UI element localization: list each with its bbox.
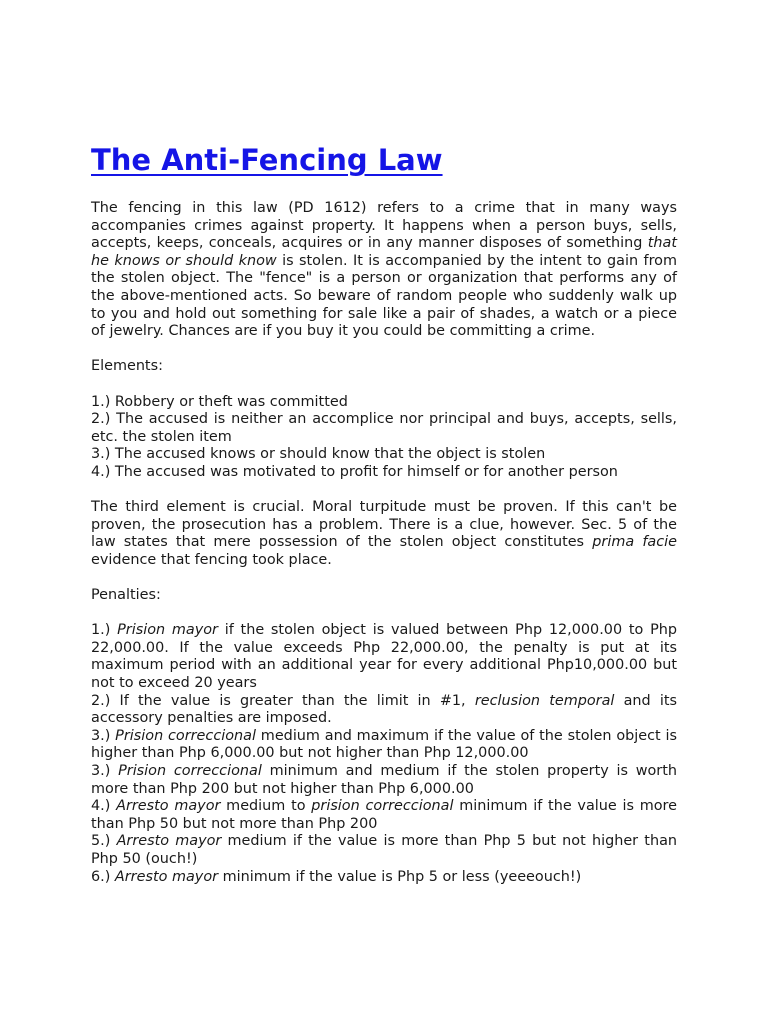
elements-list (91, 394, 677, 482)
penalty-number: 2.) If the value is greater than the limit in #1, (91, 692, 475, 709)
element-item-4: 4.) The accused was motivated to profit for himself or for another person (91, 463, 618, 480)
penalty-term: Arresto mayor (116, 833, 222, 850)
penalty-number: 5.) (91, 833, 117, 850)
spacer (91, 482, 677, 500)
penalty-term: Prision mayor (117, 622, 218, 639)
penalty-term: Prision correccional (115, 727, 256, 744)
penalty-term-2: prision correccional (311, 798, 454, 815)
penalty-item-3 (91, 728, 677, 763)
penalty-item-4 (91, 763, 677, 798)
elements-heading: Elements: (91, 358, 163, 375)
penalty-term: reclusion temporal (474, 692, 615, 709)
penalty-term: Prision correccional (118, 763, 262, 779)
penalty-text: and its accessory penalties are imposed. (91, 692, 677, 727)
penalty-number: 3.) (91, 727, 116, 744)
spacer (91, 605, 677, 623)
element-item-3: 3.) The accused knows or should know that the object is stolen (91, 446, 546, 463)
element-item-1: 1.) Robbery or theft was committed (91, 393, 348, 410)
penalties-list (91, 622, 677, 886)
intro-paragraph (91, 200, 677, 341)
page-title-link[interactable]: The Anti-Fencing Law (91, 143, 443, 177)
penalty-text: medium if the value is more than Php 5 but not higher than Php 50 (ouch!) (91, 833, 678, 867)
third-text-1: The third element is crucial. Moral turpitude must be proven. If this can't be proven, the prosecution has a problem. There is a clue, however. Sec. 5 of the law states that mere possession of the stolen object constitutes (91, 499, 677, 551)
spacer (91, 569, 677, 587)
penalty-item-6 (91, 833, 677, 868)
penalty-term: Arresto mayor (114, 868, 219, 885)
penalty-item-7 (91, 869, 677, 887)
penalty-number: 1.) (91, 622, 118, 639)
penalty-number: 6.) (91, 868, 115, 885)
spacer (91, 341, 677, 359)
penalty-text: minimum and medium if the stolen property is worth more than Php 200 but not higher than Php 6,000.00 (91, 763, 677, 797)
intro-emphasis: that he knows or should know (91, 235, 677, 269)
penalty-item-5 (91, 798, 677, 833)
penalty-text: medium to (220, 798, 312, 815)
intro-text-1: The fencing in this law (PD 1612) refers to a crime that in many ways accompanies crimes against property. It happens when a person buys, sells, accepts, keeps, conceals, acquires or in any manner disposes of something (91, 200, 677, 252)
third-text-2: evidence that fencing took place. (91, 551, 332, 568)
penalty-text: minimum if the value is Php 5 or less (yeeeouch!) (218, 868, 582, 885)
penalties-heading: Penalties: (91, 587, 161, 604)
spacer (91, 376, 677, 394)
penalty-item-1 (91, 622, 677, 692)
penalty-text: if the stolen object is valued between Php 12,000.00 to Php 22,000.00. If the value exceeds Php 22,000.00, the penalty is put at its maximum period with an additional year for every additional Php10,000.00 but not to exceed 20 years (91, 622, 677, 692)
element-item-2: 2.) The accused is neither an accomplice nor principal and buys, accepts, sells, etc. the stolen item (91, 411, 677, 445)
intro-text-2: is stolen. It is accompanied by the intent to gain from the stolen object. The "fence" is a person or organization that performs any of the above-mentioned acts. So beware of random people who suddenly walk up to you and hold out something for sale like a pair of shades, a watch or a piece of jewelry. Chances are if you buy it you could be committing a crime. (91, 252, 677, 340)
penalty-text: minimum if the value is more than Php 50 but not more than Php 200 (91, 798, 678, 832)
penalty-text: medium and maximum if the value of the stolen object is higher than Php 6,000.00 but not higher than Php 12,000.00 (91, 727, 677, 762)
penalty-number: 4.) (91, 798, 117, 815)
penalty-term: Arresto mayor (116, 798, 221, 815)
penalty-number: 3.) (91, 763, 119, 779)
penalty-item-2 (91, 693, 677, 728)
third-emphasis: prima facie (592, 534, 677, 551)
third-element-paragraph (91, 499, 677, 569)
